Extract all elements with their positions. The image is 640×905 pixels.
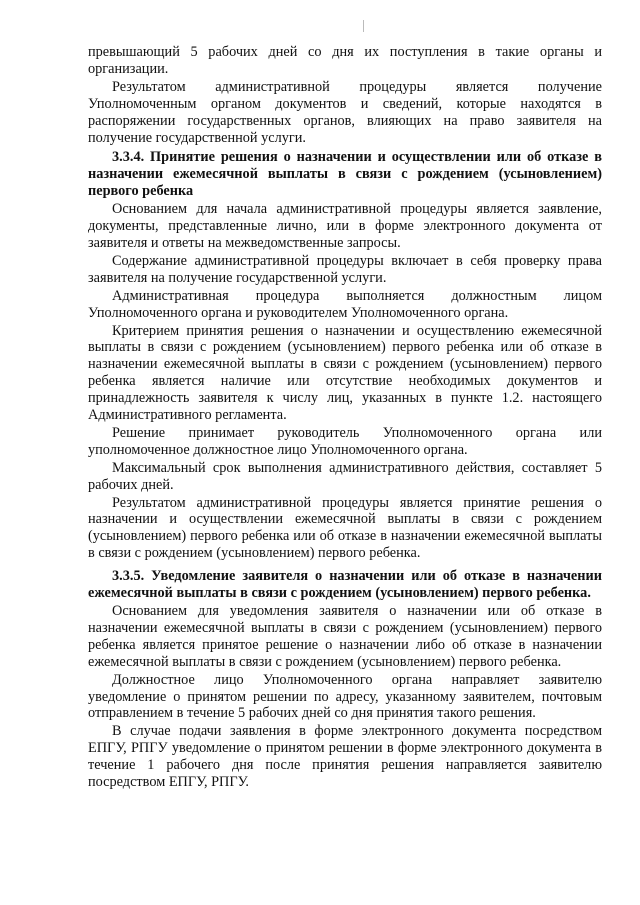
paragraph-result-decision: Результатом административной процедуры является принятие решения о назначении и осуществлении ежемесячной выплаты в связи с рождением (усыновлением) первого ребенка или об отказе в назначении ежемесячной выплаты в связи с рождением (усыновлением) первого ребенка. <box>88 494 602 562</box>
paragraph-procedure-content: Содержание административной процедуры включает в себя проверку права заявителя на получение государственной услуги. <box>88 252 602 286</box>
paragraph-continuation: превышающий 5 рабочих дней со дня их поступления в такие органы и организации. <box>88 44 602 77</box>
paragraph-notification-electronic: В случае подачи заявления в форме электронного документа посредством ЕПГУ, РПГУ уведомление о принятом решении в форме электронного документа в течение 1 рабочего дня после принятия решения направляется заявителю посредством ЕПГУ, РПГУ. <box>88 723 602 791</box>
scan-mark <box>363 20 364 32</box>
paragraph-max-term: Максимальный срок выполнения административного действия, составляет 5 рабочих дней. <box>88 459 602 493</box>
paragraph-result-documents: Результатом административной процедуры является получение Уполномоченным органом документов и сведений, которые находятся в распоряжении государственных органов, влияющих на право заявителя на получение государственной услуги. <box>88 78 602 146</box>
paragraph-decision-criterion: Критерием принятия решения о назначении и осуществлению ежемесячной выплаты в связи с рождением (усыновлением) первого ребенка или об отказе в назначении ежемесячной выплаты в связи с рождением (усыновлением) первого ребенка является наличие или отсутствие необходимых документов и принадлежность заявителя к числу лиц, указанных в пункте 1.2. настоящего Административного регламента. <box>88 322 602 424</box>
paragraph-basis-start: Основанием для начала административной процедуры является заявление, документы, представленные лично, или в форме электронного документа от заявителя и ответы на межведомственные запросы. <box>88 201 602 251</box>
paragraph-decision-maker: Решение принимает руководитель Уполномоченного органа или уполномоченное должностное лицо Уполномоченного органа. <box>88 424 602 458</box>
paragraph-procedure-executor: Административная процедура выполняется должностным лицом Уполномоченного органа и руководителем Уполномоченного органа. <box>88 287 602 321</box>
paragraph-notification-mail: Должностное лицо Уполномоченного органа направляет заявителю уведомление о принятом решении по адресу, указанному заявителем, почтовым отправлением в течение 5 рабочих дней со дня принятия такого решения. <box>88 671 602 722</box>
section-heading-3-3-4: 3.3.4. Принятие решения о назначении и осуществлении или об отказе в назначении ежемесячной выплаты в связи с рождением (усыновлением) первого ребенка <box>88 149 602 200</box>
section-heading-3-3-5: 3.3.5. Уведомление заявителя о назначении или об отказе в назначении ежемесячной выплаты в связи с рождением (усыновлением) первого ребенка. <box>88 568 602 602</box>
paragraph-notification-basis: Основанием для уведомления заявителя о назначении или об отказе в назначении ежемесячной выплаты в связи с рождением (усыновлением) первого ребенка является принятое решение о назначении либо об отказе в назначении ежемесячной выплаты в связи с рождением (усыновлением) первого ребенка. <box>88 603 602 670</box>
